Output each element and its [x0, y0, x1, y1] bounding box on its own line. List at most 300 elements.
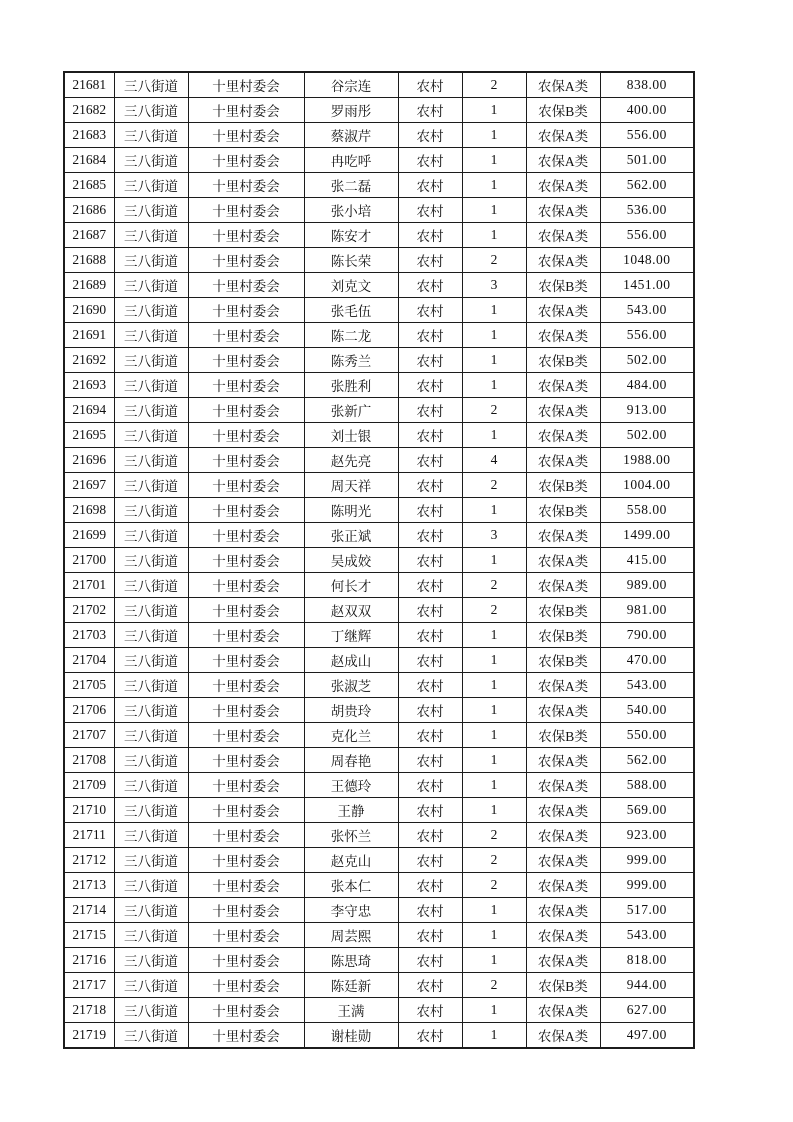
insurance-category-cell: 农保A类 — [526, 123, 600, 148]
person-count-cell: 2 — [462, 598, 526, 623]
table-row — [64, 173, 694, 198]
village-committee-cell: 十里村委会 — [188, 998, 304, 1023]
insurance-category-cell: 农保B类 — [526, 473, 600, 498]
serial-number-cell: 21696 — [64, 448, 114, 473]
person-name-cell: 赵双双 — [304, 598, 398, 623]
table-row — [64, 198, 694, 223]
serial-number-cell: 21697 — [64, 473, 114, 498]
serial-number-cell: 21691 — [64, 323, 114, 348]
person-count-cell: 3 — [462, 273, 526, 298]
person-name-cell: 张本仁 — [304, 873, 398, 898]
street-cell: 三八街道 — [114, 273, 188, 298]
village-committee-cell: 十里村委会 — [188, 698, 304, 723]
person-count-cell: 1 — [462, 148, 526, 173]
table-row — [64, 373, 694, 398]
residence-type-cell: 农村 — [398, 398, 462, 423]
serial-number-cell: 21692 — [64, 348, 114, 373]
insurance-category-cell: 农保A类 — [526, 798, 600, 823]
street-cell: 三八街道 — [114, 323, 188, 348]
residence-type-cell: 农村 — [398, 798, 462, 823]
table-row — [64, 698, 694, 723]
residence-type-cell: 农村 — [398, 273, 462, 298]
insurance-category-cell: 农保A类 — [526, 398, 600, 423]
serial-number-cell: 21718 — [64, 998, 114, 1023]
amount-cell: 999.00 — [600, 848, 694, 873]
insurance-category-cell: 农保A类 — [526, 248, 600, 273]
insurance-category-cell: 农保B类 — [526, 973, 600, 998]
residence-type-cell: 农村 — [398, 298, 462, 323]
table-row — [64, 273, 694, 298]
street-cell: 三八街道 — [114, 948, 188, 973]
table-row — [64, 423, 694, 448]
amount-cell: 1988.00 — [600, 448, 694, 473]
street-cell: 三八街道 — [114, 423, 188, 448]
amount-cell: 1004.00 — [600, 473, 694, 498]
insurance-category-cell: 农保A类 — [526, 848, 600, 873]
serial-number-cell: 21716 — [64, 948, 114, 973]
residence-type-cell: 农村 — [398, 723, 462, 748]
insurance-category-cell: 农保B类 — [526, 598, 600, 623]
person-name-cell: 赵先亮 — [304, 448, 398, 473]
amount-cell: 790.00 — [600, 623, 694, 648]
residence-type-cell: 农村 — [398, 373, 462, 398]
residence-type-cell: 农村 — [398, 973, 462, 998]
table-row — [64, 123, 694, 148]
residence-type-cell: 农村 — [398, 248, 462, 273]
residence-type-cell: 农村 — [398, 72, 462, 98]
person-count-cell: 1 — [462, 548, 526, 573]
street-cell: 三八街道 — [114, 523, 188, 548]
insurance-category-cell: 农保B类 — [526, 348, 600, 373]
village-committee-cell: 十里村委会 — [188, 498, 304, 523]
residence-type-cell: 农村 — [398, 923, 462, 948]
person-count-cell: 2 — [462, 973, 526, 998]
street-cell: 三八街道 — [114, 848, 188, 873]
residence-type-cell: 农村 — [398, 448, 462, 473]
insurance-category-cell: 农保A类 — [526, 673, 600, 698]
street-cell: 三八街道 — [114, 298, 188, 323]
street-cell: 三八街道 — [114, 998, 188, 1023]
insurance-category-cell: 农保A类 — [526, 373, 600, 398]
table-row — [64, 148, 694, 173]
amount-cell: 550.00 — [600, 723, 694, 748]
serial-number-cell: 21683 — [64, 123, 114, 148]
person-count-cell: 1 — [462, 948, 526, 973]
street-cell: 三八街道 — [114, 373, 188, 398]
serial-number-cell: 21684 — [64, 148, 114, 173]
person-name-cell: 罗雨彤 — [304, 98, 398, 123]
village-committee-cell: 十里村委会 — [188, 598, 304, 623]
person-name-cell: 刘士银 — [304, 423, 398, 448]
person-name-cell: 克化兰 — [304, 723, 398, 748]
person-name-cell: 谷宗连 — [304, 72, 398, 98]
insurance-category-cell: 农保A类 — [526, 448, 600, 473]
person-count-cell: 2 — [462, 873, 526, 898]
street-cell: 三八街道 — [114, 72, 188, 98]
street-cell: 三八街道 — [114, 873, 188, 898]
village-committee-cell: 十里村委会 — [188, 573, 304, 598]
amount-cell: 558.00 — [600, 498, 694, 523]
person-count-cell: 3 — [462, 523, 526, 548]
person-count-cell: 1 — [462, 673, 526, 698]
street-cell: 三八街道 — [114, 148, 188, 173]
residence-type-cell: 农村 — [398, 548, 462, 573]
table-row — [64, 223, 694, 248]
person-name-cell: 丁继辉 — [304, 623, 398, 648]
village-committee-cell: 十里村委会 — [188, 923, 304, 948]
table-row — [64, 923, 694, 948]
table-row — [64, 448, 694, 473]
person-name-cell: 陈安才 — [304, 223, 398, 248]
amount-cell: 838.00 — [600, 72, 694, 98]
residence-type-cell: 农村 — [398, 348, 462, 373]
person-name-cell: 张二磊 — [304, 173, 398, 198]
amount-cell: 1499.00 — [600, 523, 694, 548]
table-row — [64, 998, 694, 1023]
street-cell: 三八街道 — [114, 248, 188, 273]
person-name-cell: 李守忠 — [304, 898, 398, 923]
residence-type-cell: 农村 — [398, 573, 462, 598]
street-cell: 三八街道 — [114, 98, 188, 123]
village-committee-cell: 十里村委会 — [188, 198, 304, 223]
insurance-category-cell: 农保A类 — [526, 948, 600, 973]
table-row — [64, 948, 694, 973]
village-committee-cell: 十里村委会 — [188, 848, 304, 873]
village-committee-cell: 十里村委会 — [188, 773, 304, 798]
residence-type-cell: 农村 — [398, 173, 462, 198]
person-count-cell: 2 — [462, 848, 526, 873]
amount-cell: 1048.00 — [600, 248, 694, 273]
amount-cell: 501.00 — [600, 148, 694, 173]
table-row — [64, 773, 694, 798]
amount-cell: 536.00 — [600, 198, 694, 223]
person-name-cell: 赵克山 — [304, 848, 398, 873]
village-committee-cell: 十里村委会 — [188, 798, 304, 823]
village-committee-cell: 十里村委会 — [188, 173, 304, 198]
person-name-cell: 张毛伍 — [304, 298, 398, 323]
serial-number-cell: 21682 — [64, 98, 114, 123]
serial-number-cell: 21708 — [64, 748, 114, 773]
person-count-cell: 1 — [462, 198, 526, 223]
table-body — [64, 72, 694, 1048]
residence-type-cell: 农村 — [398, 698, 462, 723]
insurance-category-cell: 农保A类 — [526, 148, 600, 173]
table-row — [64, 473, 694, 498]
insurance-category-cell: 农保A类 — [526, 548, 600, 573]
street-cell: 三八街道 — [114, 648, 188, 673]
village-committee-cell: 十里村委会 — [188, 248, 304, 273]
street-cell: 三八街道 — [114, 398, 188, 423]
village-committee-cell: 十里村委会 — [188, 223, 304, 248]
insurance-category-cell: 农保A类 — [526, 72, 600, 98]
amount-cell: 556.00 — [600, 223, 694, 248]
person-count-cell: 2 — [462, 248, 526, 273]
residence-type-cell: 农村 — [398, 473, 462, 498]
insurance-category-cell: 农保B类 — [526, 498, 600, 523]
insurance-category-cell: 农保A类 — [526, 773, 600, 798]
insurance-category-cell: 农保B类 — [526, 648, 600, 673]
table-row — [64, 98, 694, 123]
serial-number-cell: 21719 — [64, 1023, 114, 1049]
insurance-category-cell: 农保A类 — [526, 898, 600, 923]
street-cell: 三八街道 — [114, 498, 188, 523]
insurance-category-cell: 农保A类 — [526, 573, 600, 598]
amount-cell: 502.00 — [600, 348, 694, 373]
amount-cell: 569.00 — [600, 798, 694, 823]
table-row — [64, 798, 694, 823]
serial-number-cell: 21701 — [64, 573, 114, 598]
village-committee-cell: 十里村委会 — [188, 423, 304, 448]
residence-type-cell: 农村 — [398, 498, 462, 523]
village-committee-cell: 十里村委会 — [188, 623, 304, 648]
person-count-cell: 1 — [462, 923, 526, 948]
serial-number-cell: 21694 — [64, 398, 114, 423]
amount-cell: 818.00 — [600, 948, 694, 973]
serial-number-cell: 21685 — [64, 173, 114, 198]
village-committee-cell: 十里村委会 — [188, 973, 304, 998]
table-row — [64, 398, 694, 423]
person-count-cell: 1 — [462, 373, 526, 398]
person-count-cell: 1 — [462, 1023, 526, 1049]
person-name-cell: 陈明光 — [304, 498, 398, 523]
serial-number-cell: 21703 — [64, 623, 114, 648]
amount-cell: 400.00 — [600, 98, 694, 123]
person-count-cell: 1 — [462, 648, 526, 673]
street-cell: 三八街道 — [114, 348, 188, 373]
village-committee-cell: 十里村委会 — [188, 448, 304, 473]
person-count-cell: 1 — [462, 773, 526, 798]
table-row — [64, 823, 694, 848]
residence-type-cell: 农村 — [398, 948, 462, 973]
residence-type-cell: 农村 — [398, 773, 462, 798]
table-row — [64, 348, 694, 373]
amount-cell: 562.00 — [600, 173, 694, 198]
insurance-category-cell: 农保B类 — [526, 98, 600, 123]
table-row — [64, 498, 694, 523]
village-committee-cell: 十里村委会 — [188, 473, 304, 498]
person-count-cell: 2 — [462, 823, 526, 848]
residence-type-cell: 农村 — [398, 148, 462, 173]
person-name-cell: 周芸熙 — [304, 923, 398, 948]
amount-cell: 502.00 — [600, 423, 694, 448]
table-row — [64, 723, 694, 748]
street-cell: 三八街道 — [114, 698, 188, 723]
person-name-cell: 赵成山 — [304, 648, 398, 673]
village-committee-cell: 十里村委会 — [188, 373, 304, 398]
village-committee-cell: 十里村委会 — [188, 823, 304, 848]
street-cell: 三八街道 — [114, 448, 188, 473]
amount-cell: 470.00 — [600, 648, 694, 673]
street-cell: 三八街道 — [114, 598, 188, 623]
amount-cell: 989.00 — [600, 573, 694, 598]
amount-cell: 497.00 — [600, 1023, 694, 1049]
serial-number-cell: 21702 — [64, 598, 114, 623]
street-cell: 三八街道 — [114, 823, 188, 848]
amount-cell: 913.00 — [600, 398, 694, 423]
person-name-cell: 陈思琦 — [304, 948, 398, 973]
insurance-category-cell: 农保A类 — [526, 748, 600, 773]
residence-type-cell: 农村 — [398, 198, 462, 223]
residence-type-cell: 农村 — [398, 123, 462, 148]
village-committee-cell: 十里村委会 — [188, 523, 304, 548]
person-count-cell: 1 — [462, 123, 526, 148]
street-cell: 三八街道 — [114, 673, 188, 698]
village-committee-cell: 十里村委会 — [188, 723, 304, 748]
table-row — [64, 673, 694, 698]
residence-type-cell: 农村 — [398, 748, 462, 773]
street-cell: 三八街道 — [114, 773, 188, 798]
table-row — [64, 72, 694, 98]
village-committee-cell: 十里村委会 — [188, 323, 304, 348]
serial-number-cell: 21689 — [64, 273, 114, 298]
insurance-category-cell: 农保B类 — [526, 723, 600, 748]
serial-number-cell: 21687 — [64, 223, 114, 248]
residence-type-cell: 农村 — [398, 623, 462, 648]
insurance-category-cell: 农保A类 — [526, 298, 600, 323]
person-count-cell: 1 — [462, 348, 526, 373]
insurance-category-cell: 农保B类 — [526, 623, 600, 648]
village-committee-cell: 十里村委会 — [188, 398, 304, 423]
street-cell: 三八街道 — [114, 723, 188, 748]
street-cell: 三八街道 — [114, 898, 188, 923]
benefits-table — [63, 71, 695, 1049]
street-cell: 三八街道 — [114, 623, 188, 648]
insurance-category-cell: 农保A类 — [526, 823, 600, 848]
table-row — [64, 873, 694, 898]
serial-number-cell: 21707 — [64, 723, 114, 748]
person-count-cell: 1 — [462, 723, 526, 748]
amount-cell: 627.00 — [600, 998, 694, 1023]
person-count-cell: 2 — [462, 573, 526, 598]
residence-type-cell: 农村 — [398, 998, 462, 1023]
residence-type-cell: 农村 — [398, 823, 462, 848]
street-cell: 三八街道 — [114, 748, 188, 773]
amount-cell: 540.00 — [600, 698, 694, 723]
table-row — [64, 323, 694, 348]
insurance-category-cell: 农保A类 — [526, 998, 600, 1023]
table-row — [64, 973, 694, 998]
village-committee-cell: 十里村委会 — [188, 123, 304, 148]
village-committee-cell: 十里村委会 — [188, 873, 304, 898]
serial-number-cell: 21686 — [64, 198, 114, 223]
serial-number-cell: 21681 — [64, 72, 114, 98]
amount-cell: 588.00 — [600, 773, 694, 798]
insurance-category-cell: 农保A类 — [526, 323, 600, 348]
residence-type-cell: 农村 — [398, 423, 462, 448]
person-count-cell: 4 — [462, 448, 526, 473]
insurance-category-cell: 农保A类 — [526, 223, 600, 248]
insurance-category-cell: 农保A类 — [526, 1023, 600, 1049]
table-row — [64, 623, 694, 648]
person-name-cell: 周天祥 — [304, 473, 398, 498]
person-name-cell: 张怀兰 — [304, 823, 398, 848]
amount-cell: 1451.00 — [600, 273, 694, 298]
amount-cell: 923.00 — [600, 823, 694, 848]
serial-number-cell: 21717 — [64, 973, 114, 998]
street-cell: 三八街道 — [114, 123, 188, 148]
amount-cell: 981.00 — [600, 598, 694, 623]
residence-type-cell: 农村 — [398, 873, 462, 898]
person-name-cell: 何长才 — [304, 573, 398, 598]
amount-cell: 543.00 — [600, 923, 694, 948]
serial-number-cell: 21695 — [64, 423, 114, 448]
village-committee-cell: 十里村委会 — [188, 648, 304, 673]
amount-cell: 484.00 — [600, 373, 694, 398]
serial-number-cell: 21690 — [64, 298, 114, 323]
table-row — [64, 298, 694, 323]
residence-type-cell: 农村 — [398, 323, 462, 348]
street-cell: 三八街道 — [114, 223, 188, 248]
village-committee-cell: 十里村委会 — [188, 1023, 304, 1049]
serial-number-cell: 21706 — [64, 698, 114, 723]
street-cell: 三八街道 — [114, 548, 188, 573]
insurance-category-cell: 农保A类 — [526, 523, 600, 548]
person-name-cell: 周春艳 — [304, 748, 398, 773]
person-name-cell: 陈秀兰 — [304, 348, 398, 373]
person-count-cell: 1 — [462, 423, 526, 448]
table-row — [64, 548, 694, 573]
insurance-category-cell: 农保A类 — [526, 698, 600, 723]
person-count-cell: 1 — [462, 173, 526, 198]
table-row — [64, 523, 694, 548]
person-count-cell: 1 — [462, 498, 526, 523]
table-row — [64, 748, 694, 773]
person-count-cell: 2 — [462, 398, 526, 423]
village-committee-cell: 十里村委会 — [188, 148, 304, 173]
person-name-cell: 王静 — [304, 798, 398, 823]
village-committee-cell: 十里村委会 — [188, 348, 304, 373]
person-name-cell: 张淑芝 — [304, 673, 398, 698]
street-cell: 三八街道 — [114, 473, 188, 498]
insurance-category-cell: 农保A类 — [526, 198, 600, 223]
person-count-cell: 1 — [462, 323, 526, 348]
table-row — [64, 598, 694, 623]
village-committee-cell: 十里村委会 — [188, 72, 304, 98]
amount-cell: 543.00 — [600, 673, 694, 698]
person-name-cell: 陈廷新 — [304, 973, 398, 998]
village-committee-cell: 十里村委会 — [188, 748, 304, 773]
person-name-cell: 刘克文 — [304, 273, 398, 298]
person-name-cell: 王德玲 — [304, 773, 398, 798]
person-count-cell: 1 — [462, 298, 526, 323]
person-count-cell: 1 — [462, 98, 526, 123]
person-name-cell: 张小培 — [304, 198, 398, 223]
serial-number-cell: 21688 — [64, 248, 114, 273]
person-count-cell: 1 — [462, 998, 526, 1023]
street-cell: 三八街道 — [114, 173, 188, 198]
amount-cell: 517.00 — [600, 898, 694, 923]
person-name-cell: 胡贵玲 — [304, 698, 398, 723]
village-committee-cell: 十里村委会 — [188, 898, 304, 923]
table-row — [64, 573, 694, 598]
person-name-cell: 冉吃呼 — [304, 148, 398, 173]
table-row — [64, 848, 694, 873]
street-cell: 三八街道 — [114, 198, 188, 223]
residence-type-cell: 农村 — [398, 98, 462, 123]
table-row — [64, 898, 694, 923]
residence-type-cell: 农村 — [398, 223, 462, 248]
person-count-cell: 1 — [462, 623, 526, 648]
residence-type-cell: 农村 — [398, 648, 462, 673]
serial-number-cell: 21713 — [64, 873, 114, 898]
serial-number-cell: 21709 — [64, 773, 114, 798]
village-committee-cell: 十里村委会 — [188, 548, 304, 573]
table-row — [64, 648, 694, 673]
person-name-cell: 张胜利 — [304, 373, 398, 398]
serial-number-cell: 21711 — [64, 823, 114, 848]
serial-number-cell: 21693 — [64, 373, 114, 398]
amount-cell: 999.00 — [600, 873, 694, 898]
